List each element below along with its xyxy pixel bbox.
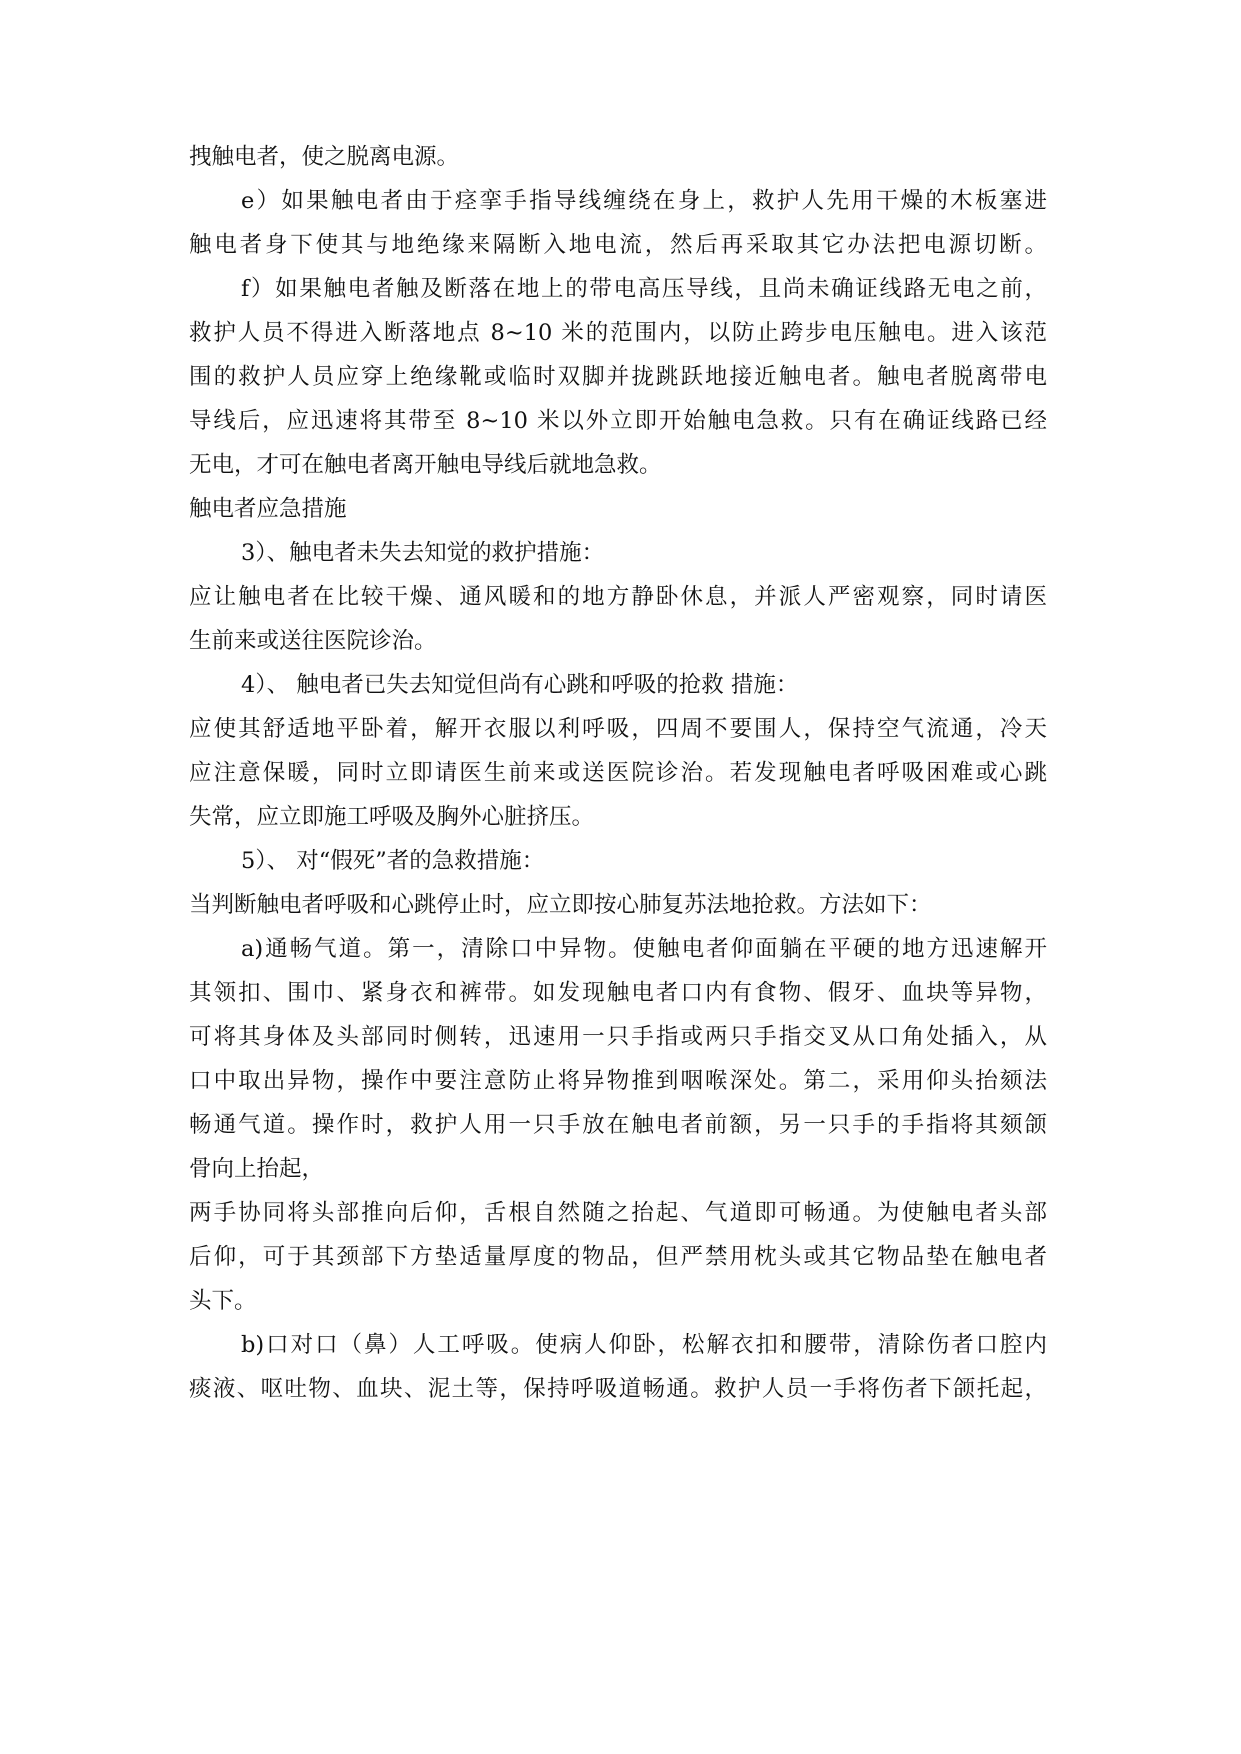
text-line: b)口对口（鼻）人工呼吸。使病人仰卧，松解衣扣和腰带，清除伤者口腔内 (241, 1332, 1047, 1358)
text-line: 应让触电者在比较干燥、通风暖和的地方静卧休息，并派人严密观察，同时请医 (189, 584, 1047, 610)
text-line: 触电者身下使其与地绝缘来隔断入地电流，然后再采取其它办法把电源切断。 (189, 232, 1047, 258)
text-line: 失常，应立即施工呼吸及胸外心脏挤压。 (189, 804, 595, 830)
text-line: 拽触电者，使之脱离电源。 (189, 144, 460, 170)
text-line: 可将其身体及头部同时侧转，迅速用一只手指或两只手指交叉从口角处插入，从 (189, 1024, 1047, 1050)
text-line: 痰液、呕吐物、血块、泥土等，保持呼吸道畅通。救护人员一手将伤者下颌托起， (189, 1376, 1047, 1402)
text-line: 救护人员不得进入断落地点 8~10 米的范围内，以防止跨步电压触电。进入该范 (189, 320, 1047, 346)
text-line: e）如果触电者由于痉挛手指导线缠绕在身上，救护人先用干燥的木板塞进 (241, 188, 1047, 214)
text-line: 围的救护人员应穿上绝缘靴或临时双脚并拢跳跃地接近触电者。触电者脱离带电 (189, 364, 1047, 390)
text-line: 其领扣、围巾、紧身衣和裤带。如发现触电者口内有食物、假牙、血块等异物， (189, 980, 1047, 1006)
text-line: 导线后，应迅速将其带至 8~10 米以外立即开始触电急救。只有在确证线路已经 (189, 408, 1047, 434)
text-line: 骨向上抬起， (189, 1156, 325, 1182)
text-line: 5）、 对“假死”者的急救措施： (241, 848, 545, 874)
text-line: 生前来或送往医院诊治。 (189, 628, 437, 654)
text-line: 无电，才可在触电者离开触电导线后就地急救。 (189, 452, 662, 478)
section-heading: 触电者应急措施 (189, 496, 347, 522)
text-line: 两手协同将头部推向后仰，舌根自然随之抬起、气道即可畅通。为使触电者头部 (189, 1200, 1047, 1226)
text-line: a)通畅气道。第一，清除口中异物。使触电者仰面躺在平硬的地方迅速解开 (241, 936, 1047, 962)
text-line: 应使其舒适地平卧着，解开衣服以利呼吸，四周不要围人，保持空气流通，冷天 (189, 716, 1047, 742)
text-line: 当判断触电者呼吸和心跳停止时，应立即按心肺复苏法地抢救。方法如下： (189, 892, 932, 918)
text-line: 后仰，可于其颈部下方垫适量厚度的物品，但严禁用枕头或其它物品垫在触电者 (189, 1244, 1047, 1270)
text-line: 口中取出异物，操作中要注意防止将异物推到咽喉深处。第二，采用仰头抬颏法 (189, 1068, 1047, 1094)
text-line: 畅通气道。操作时，救护人用一只手放在触电者前额，另一只手的手指将其颏颌 (189, 1112, 1047, 1138)
text-line: f）如果触电者触及断落在地上的带电高压导线，且尚未确证线路无电之前， (241, 276, 1047, 302)
text-line: 3）、触电者未失去知觉的救护措施： (241, 540, 605, 566)
text-line: 应注意保暖，同时立即请医生前来或送医院诊治。若发现触电者呼吸困难或心跳 (189, 760, 1047, 786)
text-line: 4）、 触电者已失去知觉但尚有心跳和呼吸的抢救 措施： (241, 672, 799, 698)
text-line: 头下。 (189, 1288, 257, 1314)
